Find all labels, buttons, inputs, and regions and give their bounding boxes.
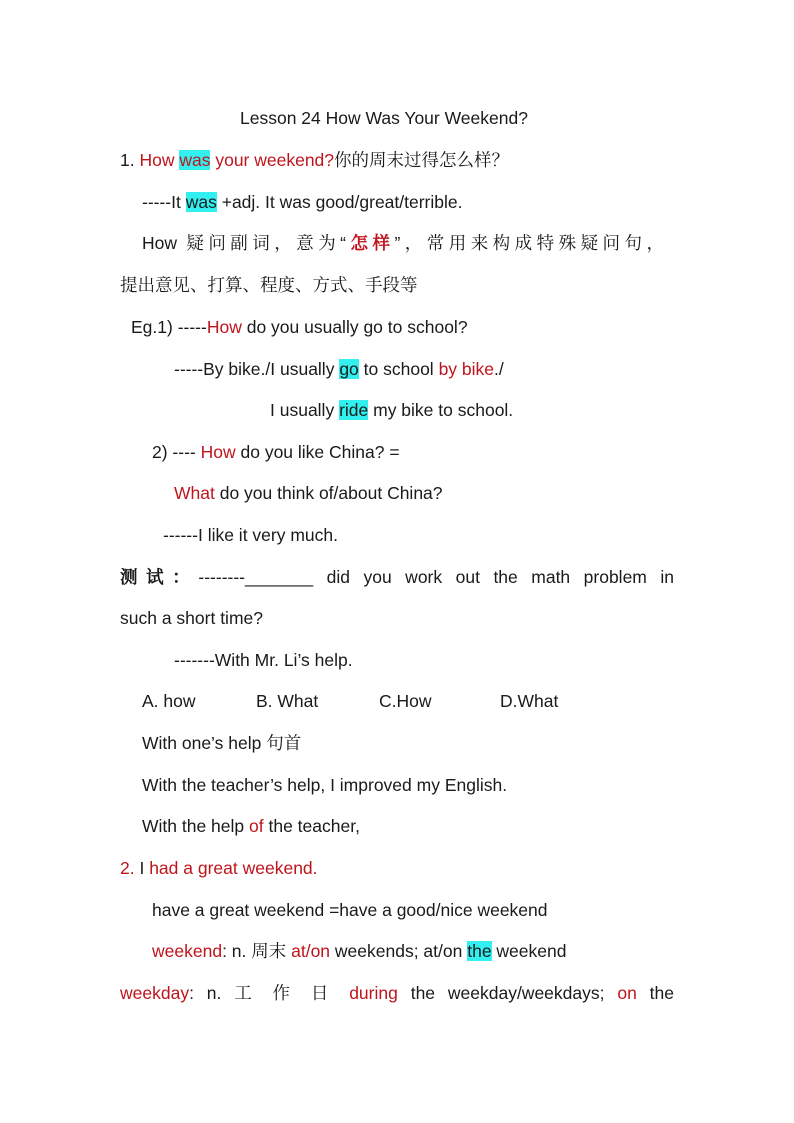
with-help-example-1: With the teacher’s help, I improved my English. xyxy=(142,775,508,795)
ride-highlight: ride xyxy=(339,400,369,420)
what-word: What xyxy=(174,483,215,503)
text: With the help xyxy=(142,816,249,836)
example-2-question xyxy=(152,440,400,464)
text: --------_______ did you work out the math problem in xyxy=(198,567,674,587)
text: to school xyxy=(358,359,439,379)
text: my bike to school. xyxy=(368,400,514,420)
was-highlight: was xyxy=(185,192,217,212)
example-1-question xyxy=(131,315,468,339)
answer-pattern-line xyxy=(142,190,462,214)
option-b: B. What xyxy=(256,691,319,711)
text: ./ xyxy=(494,359,504,379)
text: I usually xyxy=(270,400,340,420)
test-label: 测试： xyxy=(120,567,199,587)
text: do you usually go to school? xyxy=(241,317,468,337)
option-c: C.How xyxy=(379,691,432,711)
example-2-answer: ------I like it very much. xyxy=(163,525,338,545)
section-1-heading xyxy=(120,148,509,172)
explanation-line-2: 提出意见、打算、程度、方式、手段等 xyxy=(120,275,418,295)
text: weekends; at/on xyxy=(330,941,468,961)
section-number: 2. xyxy=(120,858,140,878)
weekday-word: weekday xyxy=(120,983,190,1003)
keyword-zenyang: 怎样 xyxy=(346,233,395,253)
text: the weekday/weekdays; xyxy=(397,983,618,1003)
on-word: on xyxy=(617,983,637,1003)
text: I xyxy=(139,858,150,878)
text: -----By bike./I usually xyxy=(174,359,340,379)
text: 2) ---- xyxy=(152,442,201,462)
weekend-definition xyxy=(152,939,566,963)
page-title: Lesson 24 How Was Your Weekend? xyxy=(240,108,528,128)
the-highlight: the xyxy=(467,941,492,961)
how-word: How xyxy=(200,442,236,462)
text: -----It xyxy=(142,192,186,212)
text: ”，常用来构成特殊疑问句， xyxy=(394,233,665,253)
text: the xyxy=(636,983,674,1003)
text: +adj. It was good/great/terrible. xyxy=(216,192,463,212)
go-highlight: go xyxy=(339,359,359,379)
text: do you think of/about China? xyxy=(214,483,443,503)
test-answer: -------With Mr. Li’s help. xyxy=(174,650,353,670)
text: Eg.1) ----- xyxy=(131,317,207,337)
during-word: during xyxy=(349,983,398,1003)
example-2-equivalent xyxy=(174,481,443,505)
was-highlight: was xyxy=(179,150,211,170)
section-number: 1. xyxy=(120,150,140,170)
section-2-heading xyxy=(120,856,318,880)
option-a: A. how xyxy=(142,691,196,711)
weekend-word: weekend xyxy=(152,941,223,961)
example-1-answer xyxy=(174,357,504,381)
weekday-definition xyxy=(120,981,674,1005)
text: : n. 工 作 日 xyxy=(189,983,350,1003)
section-2-synonym: have a great weekend =have a good/nice weekend xyxy=(152,900,548,920)
test-question-cont: such a short time? xyxy=(120,608,263,628)
heading-rest: your weekend? xyxy=(210,150,335,170)
how-word: How xyxy=(139,150,180,170)
how-word: How xyxy=(206,317,242,337)
text: the teacher, xyxy=(263,816,360,836)
by-bike-phrase: by bike xyxy=(438,359,495,379)
with-help-note: With one’s help 句首 xyxy=(142,733,302,753)
heading-cn: 你的周末过得怎么样？ xyxy=(334,150,510,170)
option-d: D.What xyxy=(500,691,559,711)
heading-phrase: had a great weekend. xyxy=(149,858,318,878)
text: do you like China? = xyxy=(235,442,400,462)
test-question xyxy=(120,565,674,589)
example-1-answer-alt xyxy=(270,398,513,422)
explanation-line-1 xyxy=(142,231,664,255)
of-word: of xyxy=(249,816,264,836)
with-help-example-2 xyxy=(142,814,360,838)
at-on-word: at/on xyxy=(291,941,331,961)
text: How 疑问副词，意为“ xyxy=(142,233,347,253)
text: weekend xyxy=(491,941,567,961)
text: : n. 周末 xyxy=(222,941,292,961)
